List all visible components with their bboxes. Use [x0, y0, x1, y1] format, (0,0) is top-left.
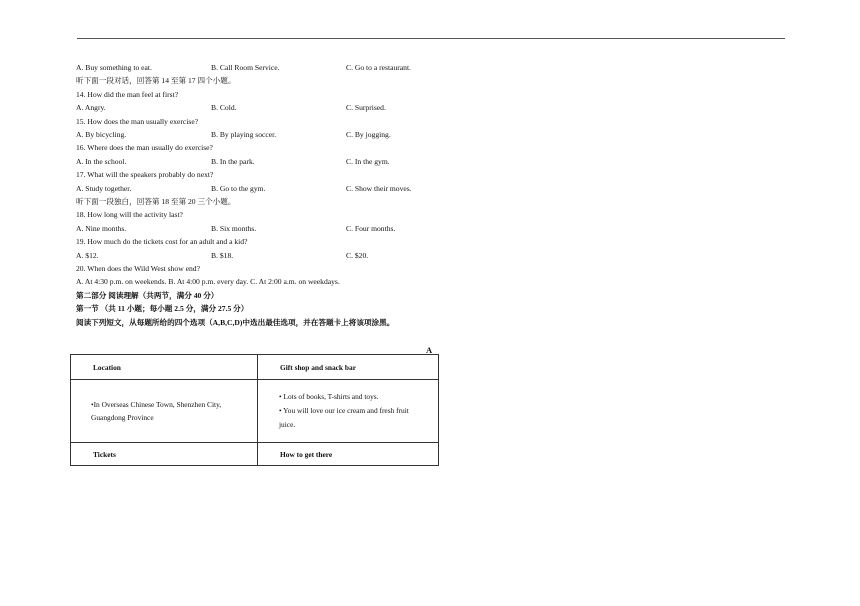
option-a: A. Study together.	[76, 183, 132, 193]
option-c: C. Show their moves.	[346, 183, 412, 193]
question-text: 听下面一段独白，回答第 18 至第 20 三个小题。	[76, 197, 236, 206]
option-c: C. By jogging.	[346, 130, 391, 139]
info-table	[70, 354, 439, 466]
answer-options-row	[76, 63, 496, 73]
option-a: A. In the school.	[76, 156, 127, 166]
option-a: A. $12.	[76, 250, 99, 260]
table-header-location: Location	[71, 355, 258, 380]
option-b: B. In the park.	[211, 156, 255, 166]
question-text: 听下面一段对话，回答第 14 至第 17 四个小题。	[76, 76, 236, 86]
question-text: 14. How did the man feel at first?	[76, 89, 179, 99]
section-heading: 第一节 （共 11 小题；每小题 2.5 分，满分 27.5 分）	[76, 304, 249, 314]
question-text: 20. When does the Wild West show end?	[76, 264, 200, 273]
option-b: B. Call Room Service.	[211, 63, 280, 72]
table-header-how-to-get-there: How to get there	[258, 443, 439, 466]
option-a: A. Nine months.	[76, 223, 127, 233]
gift-shop-item: • You will love our ice cream and fresh fruit juice.	[279, 406, 409, 429]
option-a: A. By bicycling.	[76, 130, 127, 139]
table-row	[71, 355, 439, 380]
option-c: C. Surprised.	[346, 103, 386, 113]
table-header-tickets: Tickets	[71, 443, 258, 466]
gift-shop-cell	[258, 380, 439, 443]
location-cell: •In Overseas Chinese Town, Shenzhen City, Guangdong Province	[71, 380, 258, 443]
option-b: B. Six months.	[211, 223, 257, 233]
answer-options-row	[76, 157, 496, 167]
option-b: B. $18.	[211, 250, 234, 260]
option-a: A. Angry.	[76, 103, 106, 113]
answer-options-row	[76, 130, 496, 140]
section-heading: 阅读下列短文，从每题所给的四个选项（A,B,C,D)中选出最佳选项，并在答题卡上将该项涂黑。	[76, 317, 395, 327]
answer-options-row	[76, 103, 496, 113]
answer-options-row	[76, 224, 496, 234]
option-c: C. Four months.	[346, 223, 396, 233]
header-rule	[77, 38, 785, 39]
option-c: C. Go to a restaurant.	[346, 63, 411, 72]
question-text: 18. How long will the activity last?	[76, 210, 183, 220]
gift-shop-item: • Lots of books, T-shirts and toys.	[279, 392, 379, 401]
option-b: B. Cold.	[211, 103, 237, 113]
option-c: C. In the gym.	[346, 156, 390, 166]
option-a: A. Buy something to eat.	[76, 63, 152, 72]
question-text: 15. How does the man usually exercise?	[76, 116, 199, 126]
option-b: B. By playing soccer.	[211, 130, 277, 139]
table-row	[71, 380, 439, 443]
answer-options-row	[76, 184, 496, 194]
question-text: 16. Where does the man usually do exercise?	[76, 143, 213, 153]
option-c: C. $20.	[346, 250, 369, 260]
question-text: 17. What will the speakers probably do next?	[76, 170, 214, 180]
question-text: 19. How much do the tickets cost for an adult and a kid?	[76, 237, 248, 247]
option-b: B. Go to the gym.	[211, 183, 266, 193]
passage-label: A	[426, 345, 433, 355]
question-text: A. At 4:30 p.m. on weekends. B. At 4:00 p.m. every day. C. At 2:00 a.m. on weekdays.	[76, 277, 340, 287]
answer-options-row	[76, 251, 496, 261]
table-row	[71, 443, 439, 466]
table-header-gift-shop: Gift shop and snack bar	[258, 355, 439, 380]
section-heading: 第二部分 阅读理解（共两节，满分 40 分）	[76, 290, 219, 300]
